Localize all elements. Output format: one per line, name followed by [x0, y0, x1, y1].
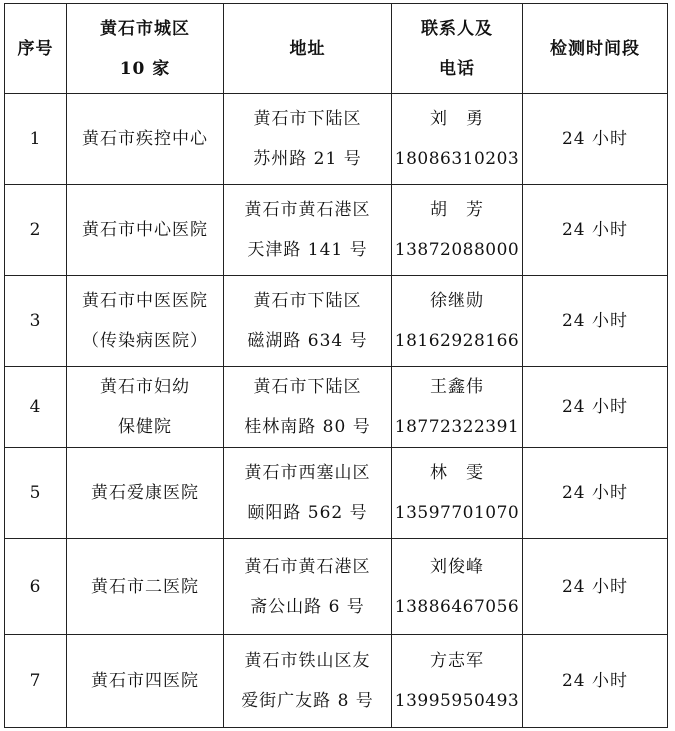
org-line1: 黄石市二医院	[91, 576, 199, 597]
cell-org	[67, 276, 224, 367]
address-line2: 桂林南路 80 号	[244, 417, 371, 437]
seq-text: 3	[29, 311, 42, 331]
header-contact-line1: 联系人及	[421, 18, 493, 39]
table-row	[5, 185, 668, 276]
seq-text: 2	[29, 220, 42, 240]
cell-seq	[5, 185, 67, 276]
org-line1: 黄石市中心医院	[82, 220, 208, 240]
contact-phone: 18086310203	[394, 149, 520, 169]
cell-contact	[392, 185, 523, 276]
address-line1: 黄石市下陆区	[253, 109, 362, 129]
seq-text: 4	[29, 397, 42, 417]
cell-hours	[523, 539, 668, 635]
cell-contact	[392, 276, 523, 367]
contact-name: 刘 勇	[430, 109, 484, 129]
cell-org	[67, 635, 224, 728]
org-line1: 黄石市中医医院	[82, 291, 208, 311]
contact-phone: 13995950493	[394, 691, 520, 711]
table-row	[5, 276, 668, 367]
cell-address	[224, 635, 392, 728]
address-line2: 斋公山路 6 号	[250, 596, 365, 617]
address-line2: 苏州路 21 号	[253, 149, 362, 169]
table-row	[5, 448, 668, 539]
table-row	[5, 635, 668, 728]
org-line1: 黄石市四医院	[91, 671, 199, 691]
contact-name: 徐继勋	[430, 291, 484, 311]
cell-seq	[5, 94, 67, 185]
org-line1: 黄石市疾控中心	[82, 129, 208, 149]
address-line1: 黄石市黄石港区	[244, 556, 371, 577]
hours-text: 24 小时	[561, 129, 629, 149]
cell-contact	[392, 635, 523, 728]
contact-phone: 18162928166	[394, 331, 520, 351]
header-row	[5, 4, 668, 94]
cell-address	[224, 539, 392, 635]
cell-hours	[523, 276, 668, 367]
header-seq: 序号	[5, 4, 67, 94]
seq-text: 1	[29, 129, 42, 149]
cell-contact	[392, 94, 523, 185]
header-contact-line2: 电话	[439, 58, 475, 79]
address-line1: 黄石市西塞山区	[244, 463, 371, 483]
org-line1: 黄石市妇幼	[100, 377, 190, 397]
cell-seq	[5, 539, 67, 635]
org-line2: （传染病医院）	[82, 331, 208, 351]
header-address: 地址	[224, 4, 392, 94]
org-line1: 黄石爱康医院	[91, 483, 199, 503]
cell-contact	[392, 539, 523, 635]
org-line2: 保健院	[118, 417, 172, 437]
contact-name: 方志军	[430, 651, 484, 671]
cell-org	[67, 367, 224, 448]
contact-phone: 18772322391	[394, 417, 520, 437]
cell-org	[67, 448, 224, 539]
hours-text: 24 小时	[561, 220, 629, 240]
cell-address	[224, 276, 392, 367]
table-row	[5, 539, 668, 635]
address-line2: 爱街广友路 8 号	[241, 691, 374, 711]
address-line1: 黄石市铁山区友	[244, 651, 371, 671]
table-row	[5, 367, 668, 448]
cell-address	[224, 367, 392, 448]
address-line1: 黄石市下陆区	[253, 377, 362, 397]
cell-hours	[523, 635, 668, 728]
testing-sites-table	[4, 3, 668, 728]
contact-name: 刘俊峰	[430, 556, 484, 577]
cell-contact	[392, 367, 523, 448]
address-line1: 黄石市黄石港区	[244, 200, 371, 220]
address-line2: 颐阳路 562 号	[247, 503, 368, 523]
cell-hours	[523, 94, 668, 185]
contact-phone: 13597701070	[394, 503, 520, 523]
contact-name: 林 雯	[430, 463, 484, 483]
hours-text: 24 小时	[561, 311, 629, 331]
cell-org	[67, 185, 224, 276]
hours-text: 24 小时	[561, 483, 629, 503]
cell-seq	[5, 635, 67, 728]
cell-hours	[523, 367, 668, 448]
header-hours: 检测时间段	[523, 4, 668, 94]
hours-text: 24 小时	[561, 671, 629, 691]
header-contact	[392, 4, 523, 94]
address-line2: 磁湖路 634 号	[247, 331, 368, 351]
cell-hours	[523, 448, 668, 539]
contact-name: 胡 芳	[430, 200, 484, 220]
seq-text: 7	[29, 671, 42, 691]
cell-hours	[523, 185, 668, 276]
contact-phone: 13886467056	[394, 596, 520, 617]
cell-seq	[5, 448, 67, 539]
address-line1: 黄石市下陆区	[253, 291, 362, 311]
cell-contact	[392, 448, 523, 539]
cell-address	[224, 185, 392, 276]
table-row	[5, 94, 668, 185]
contact-name: 王鑫伟	[430, 377, 484, 397]
hours-text: 24 小时	[561, 397, 629, 417]
hours-text: 24 小时	[561, 576, 629, 597]
header-org	[67, 4, 224, 94]
cell-org	[67, 94, 224, 185]
cell-seq	[5, 367, 67, 448]
header-org-line1: 黄石市城区	[100, 18, 190, 39]
cell-seq	[5, 276, 67, 367]
header-org-line2: 10 家	[119, 58, 171, 79]
address-line2: 天津路 141 号	[247, 240, 368, 260]
seq-text: 5	[29, 483, 42, 503]
seq-text: 6	[29, 576, 42, 597]
cell-org	[67, 539, 224, 635]
cell-address	[224, 448, 392, 539]
contact-phone: 13872088000	[394, 240, 520, 260]
cell-address	[224, 94, 392, 185]
